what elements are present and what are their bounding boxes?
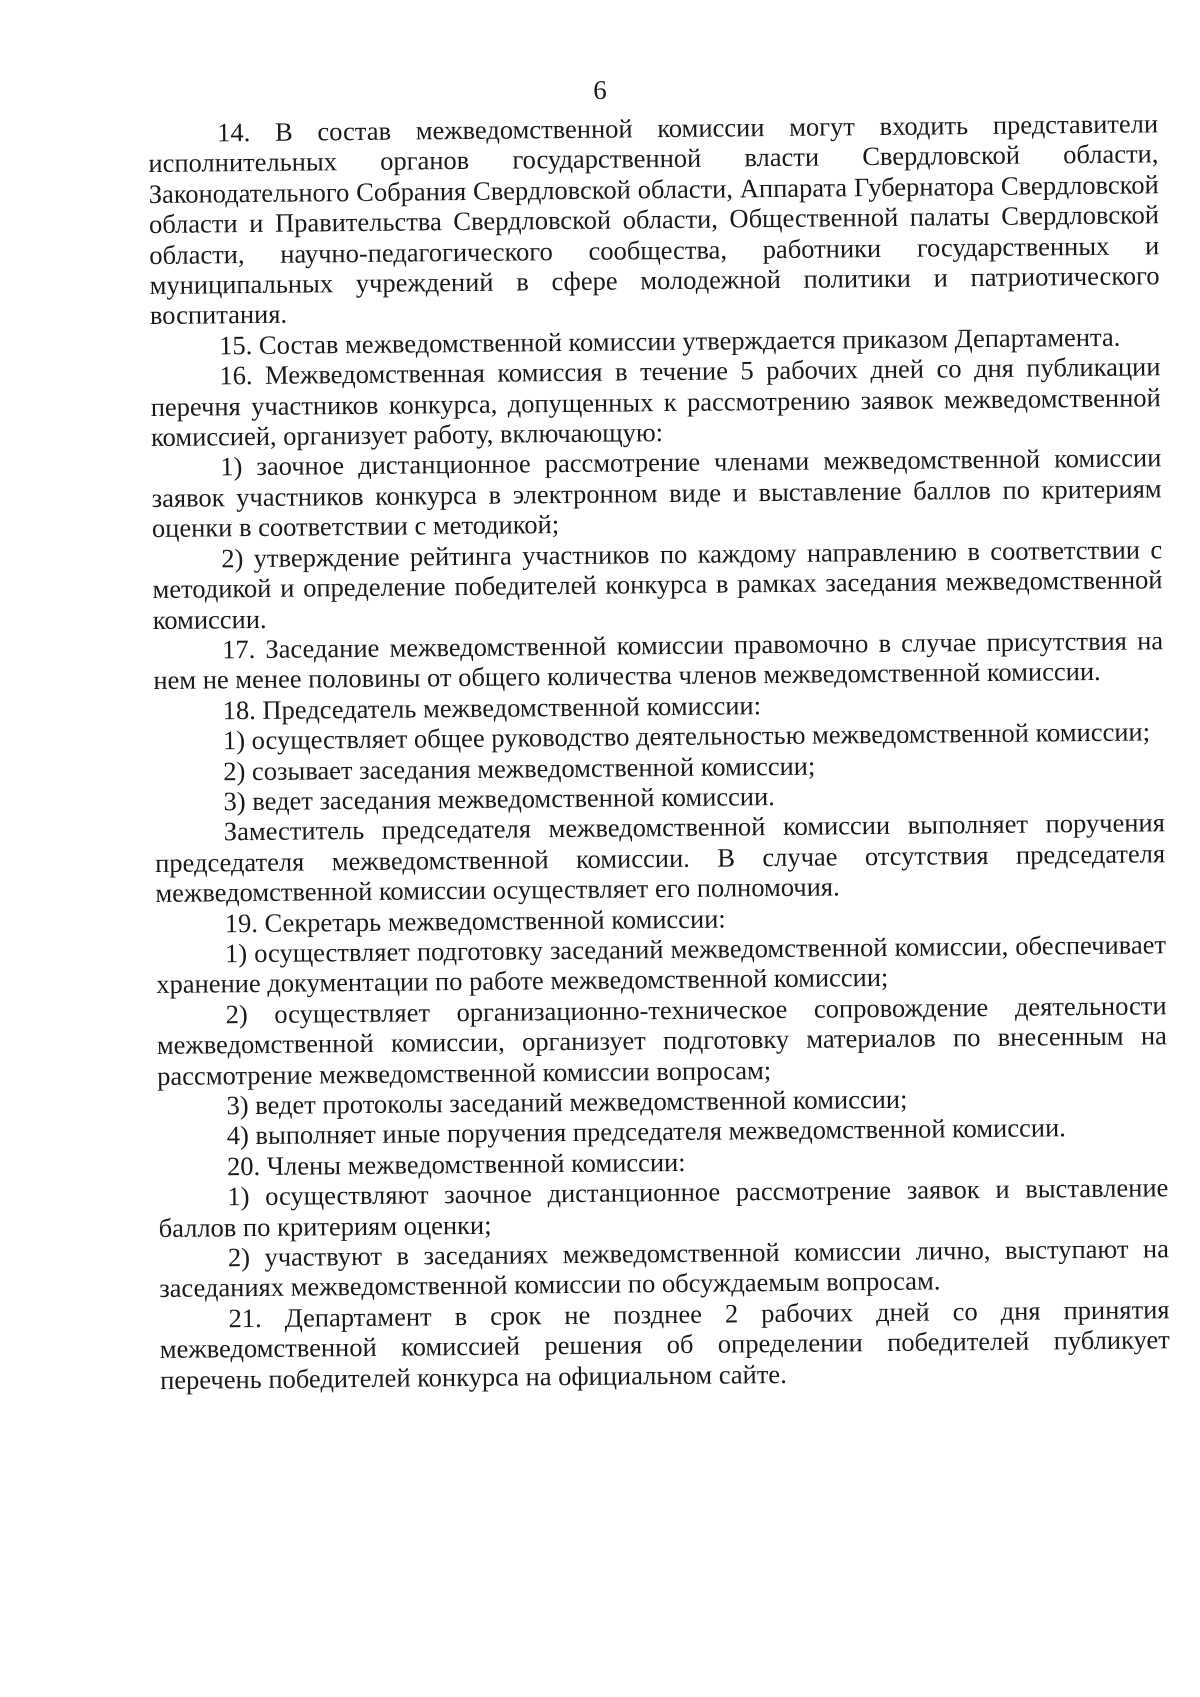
- paragraph-19-item-1: 1) осуществляет подготовку заседаний межведомственной комиссии, обеспечивает хранение документации по работе межведомственной комиссии;: [156, 929, 1167, 1000]
- paragraph-18-item-1: 1) осуществляет общее руководство деятельностью межведомственной комиссии;: [222, 716, 1151, 756]
- paragraph-19-item-2: 2) осуществляет организационно-техническое сопровождение деятельности межведомственной комиссии, организует подготовку материалов по внесенным на рассмотрение межведомственной комиссии вопросам;: [156, 990, 1167, 1091]
- paragraph-14: 14. В состав межведомственной комиссии могут входить представители исполнительных органов государственной власти Свердловской области, Законодательного Собрания Свердловской области, Аппарата Губернатора Свердловской области и Правительства Свердловской области, Общественной палаты Свердловской области, научно-педагогического сообщества, работники государственных и муниципальных учреждений в сфере молодежной политики и патриотического воспитания.: [148, 108, 1160, 331]
- paragraph-18: 18. Председатель межведомственной комиссии:: [222, 689, 762, 726]
- paragraph-21: 21. Департамент в срок не позднее 2 рабочих дней со дня принятия межведомственной комиссией решения об определении победителей публикует перечень победителей конкурса на официальном сайте.: [159, 1294, 1170, 1395]
- page-number: 6: [593, 75, 607, 105]
- paragraph-19-item-4: 4) выполняет иные поручения председателя межведомственной комиссии.: [226, 1112, 1066, 1151]
- paragraph-16-item-1: 1) заочное дистанционное рассмотрение членами межведомственной комиссии заявок участников конкурса в электронном виде и выставление баллов по критериям оценки в соответствии с методикой;: [151, 442, 1162, 544]
- paragraph-15: 15. Состав межведомственной комиссии утверждается приказом Департамента.: [219, 321, 1121, 361]
- paragraph-20: 20. Члены межведомственной комиссии:: [226, 1146, 686, 1182]
- paragraph-16-item-2: 2) утверждение рейтинга участников по каждому направлению в соответствии с методикой и определение победителей конкурса в рамках заседания межведомственной комиссии.: [152, 533, 1163, 635]
- paragraph-19: 19. Секретарь межведомственной комиссии:: [224, 903, 726, 938]
- document-body: [148, 108, 1170, 1395]
- paragraph-18-item-3: 3) ведет заседания межведомственной комиссии.: [223, 780, 775, 817]
- paragraph-20-item-1: 1) осуществляют заочное дистанционное рассмотрение заявок и выставление баллов по критериям оценки;: [158, 1172, 1169, 1243]
- paragraph-20-item-2: 2) участвуют в заседаниях межведомственной комиссии лично, выступают на заседаниях межведомственной комиссии по обсуждаемым вопросам.: [159, 1233, 1170, 1304]
- paragraph-18-deputy: Заместитель председателя межведомственной комиссии выполняет поручения председателя межведомственной комиссии. В случае отсутствия председателя межведомственной комиссии осуществляет его полномочия.: [155, 807, 1166, 909]
- paragraph-16: 16. Межведомственная комиссия в течение 5 рабочих дней со дня публикации перечня участников конкурса, допущенных к рассмотрению заявок межведомственной комиссией, организует работу, включающую:: [150, 351, 1161, 453]
- paragraph-17: 17. Заседание межведомственной комиссии правомочно в случае присутствия на нем не менее половины от общего количества членов межведомственной комиссии.: [153, 625, 1164, 696]
- paragraph-18-item-2: 2) созывает заседания межведомственной комиссии;: [223, 750, 816, 786]
- paragraph-19-item-3: 3) ведет протоколы заседаний межведомственной комиссии;: [226, 1083, 908, 1121]
